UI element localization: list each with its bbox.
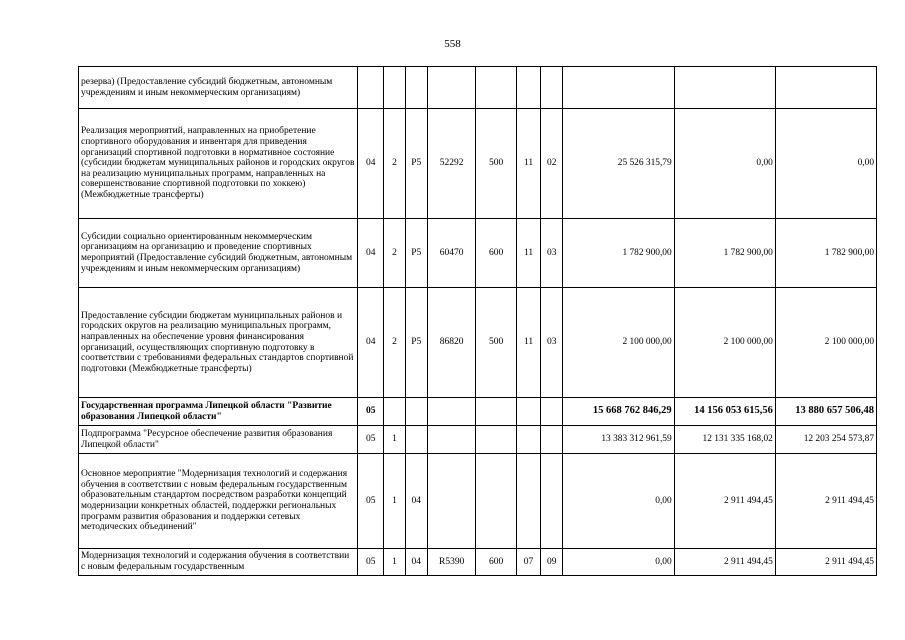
expense-type-code [476,454,516,549]
row-description: Предоставление субсидии бюджетам муниципальных районов и городских округов на реализацию муниципальных программ, направленных на обеспечение уровня финансирования организаций, осуществляющих спортивную подготовку в соответствии с требованиями федеральных стандартов спортивной подготовки (Межбюджетные трансферты) [79,288,358,398]
direction-code: 86820 [427,288,476,398]
expense-type-code [476,426,516,454]
amount-year-2: 12 131 335 168,02 [674,426,775,454]
program-code [358,67,384,109]
section-code [516,454,540,549]
subsection-code [541,398,563,426]
table-row [79,219,877,288]
section-code [516,398,540,426]
subsection-code [541,454,563,549]
table-row [79,549,877,576]
section-code: 11 [516,219,540,288]
subsection-code: 09 [541,549,563,576]
subprogram-code: 1 [384,549,405,576]
subsection-code: 03 [541,219,563,288]
section-code: 11 [516,288,540,398]
event-code [405,398,427,426]
amount-year-1: 15 668 762 846,29 [563,398,674,426]
program-code: 05 [358,549,384,576]
amount-year-2: 2 911 494,45 [674,454,775,549]
amount-year-2: 2 100 000,00 [674,288,775,398]
program-code: 05 [358,426,384,454]
table-row [79,109,877,219]
expense-type-code: 500 [476,109,516,219]
amount-year-3: 1 782 900,00 [775,219,876,288]
direction-code: 52292 [427,109,476,219]
subsection-code: 02 [541,109,563,219]
amount-year-3: 0,00 [775,109,876,219]
row-description: Государственная программа Липецкой области "Развитие образования Липецкой области" [79,398,358,426]
amount-year-2: 0,00 [674,109,775,219]
section-code: 07 [516,549,540,576]
table-row [79,288,877,398]
direction-code: 60470 [427,219,476,288]
row-description: резерва) (Предоставление субсидий бюджетным, автономным учреждениям и иным некоммерческим организациям) [79,67,358,109]
direction-code: R5390 [427,549,476,576]
event-code: 04 [405,549,427,576]
expense-type-code: 600 [476,549,516,576]
table-row [79,426,877,454]
subprogram-code: 2 [384,219,405,288]
amount-year-1: 0,00 [563,454,674,549]
amount-year-3: 13 880 657 506,48 [775,398,876,426]
expense-type-code [476,67,516,109]
subprogram-code [384,67,405,109]
subprogram-code: 2 [384,109,405,219]
direction-code [427,398,476,426]
subprogram-code: 2 [384,288,405,398]
direction-code [427,426,476,454]
event-code: 04 [405,454,427,549]
section-code: 11 [516,109,540,219]
expense-type-code: 500 [476,288,516,398]
subsection-code [541,426,563,454]
subprogram-code [384,398,405,426]
event-code: P5 [405,219,427,288]
direction-code [427,67,476,109]
amount-year-1: 0,00 [563,549,674,576]
amount-year-1: 13 383 312 961,59 [563,426,674,454]
subprogram-code: 1 [384,454,405,549]
amount-year-3: 2 911 494,45 [775,454,876,549]
subprogram-code: 1 [384,426,405,454]
amount-year-2: 2 911 494,45 [674,549,775,576]
amount-year-3: 2 911 494,45 [775,549,876,576]
table-row [79,67,877,109]
amount-year-1 [563,67,674,109]
expense-type-code [476,398,516,426]
row-description: Основное мероприятие "Модернизация технологий и содержания обучения в соответствии с новым федеральным государственным образовательным стандартом посредством разработки концепций модернизации конкретных областей, поддержки региональных программ развития образования и поддержки сетевых методических объединений" [79,454,358,549]
table-row [79,398,877,426]
amount-year-1: 2 100 000,00 [563,288,674,398]
row-description: Подпрограмма "Ресурсное обеспечение развития образования Липецкой области" [79,426,358,454]
row-description: Модернизация технологий и содержания обучения в соответствии с новым федеральным государственным [79,549,358,576]
program-code: 05 [358,398,384,426]
amount-year-2: 1 782 900,00 [674,219,775,288]
amount-year-3 [775,67,876,109]
amount-year-1: 1 782 900,00 [563,219,674,288]
amount-year-2: 14 156 053 615,56 [674,398,775,426]
program-code: 04 [358,109,384,219]
event-code [405,67,427,109]
row-description: Реализация мероприятий, направленных на приобретение спортивного оборудования и инвентаря для приведения организаций спортивной подготовки в нормативное состояние (субсидии бюджетам муниципальных районов и городских округов на реализацию муниципальных программ, направленных на совершенствование спортивной подготовки по хоккею) (Межбюджетные трансферты) [79,109,358,219]
direction-code [427,454,476,549]
subsection-code: 03 [541,288,563,398]
table-row [79,454,877,549]
page-number: 558 [444,38,461,50]
row-description: Субсидии социально ориентированным некоммерческим организациям на организацию и проведение спортивных мероприятий (Предоставление субсидий бюджетным, автономным учреждениям и иным некоммерческим организациям) [79,219,358,288]
event-code [405,426,427,454]
section-code [516,426,540,454]
amount-year-1: 25 526 315,79 [563,109,674,219]
amount-year-3: 2 100 000,00 [775,288,876,398]
section-code [516,67,540,109]
program-code: 04 [358,219,384,288]
event-code: P5 [405,288,427,398]
subsection-code [541,67,563,109]
expense-type-code: 600 [476,219,516,288]
budget-table [78,66,877,576]
amount-year-3: 12 203 254 573,87 [775,426,876,454]
amount-year-2 [674,67,775,109]
event-code: P5 [405,109,427,219]
program-code: 04 [358,288,384,398]
program-code: 05 [358,454,384,549]
